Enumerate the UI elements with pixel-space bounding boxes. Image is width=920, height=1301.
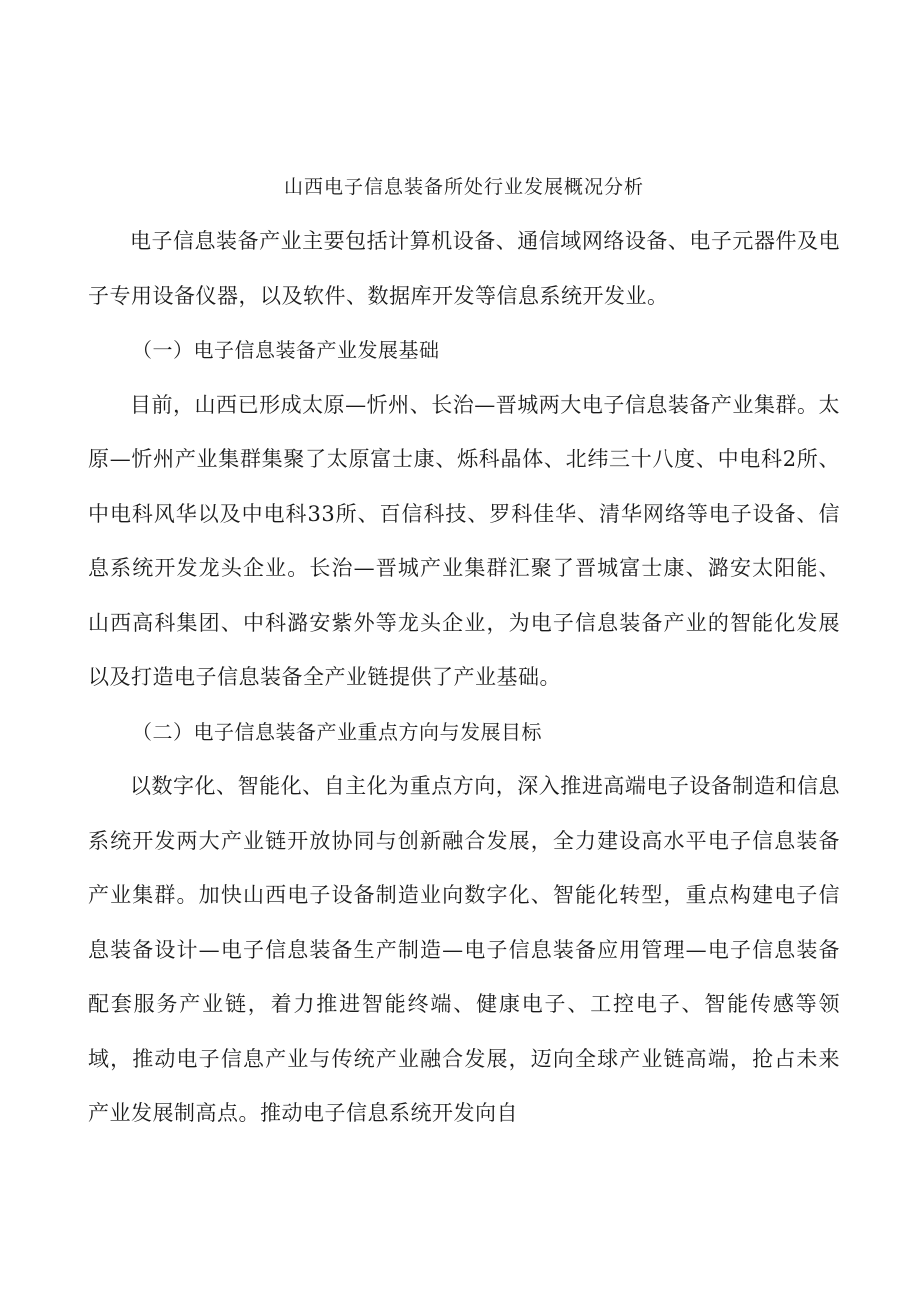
section-2-heading: （二）电子信息装备产业重点方向与发展目标: [132, 719, 542, 744]
section-2-paragraph: 以数字化、智能化、自主化为重点方向，深入推进高端电子设备制造和信息系统开发两大产业链开放协同与创新融合发展，全力建设高水平电子信息装备产业集群。加快山西电子设备制造业向数字化、智能化转型，重点构建电子信息装备设计—电子信息装备生产制造—电子信息装备应用管理—电子信息装备配套服务产业链，着力推进智能终端、健康电子、工控电子、智能传感等领域，推动电子信息产业与传统产业融合发展，迈向全球产业链高端，抢占未来产业发展制高点。推动电子信息系统开发向自: [88, 774, 840, 1125]
section-1-heading: （一）电子信息装备产业发展基础: [132, 338, 440, 362]
section-1-paragraph: 目前，山西已形成太原—忻州、长治—晋城两大电子信息装备产业集群。太原—忻州产业集群集聚了太原富士康、烁科晶体、北纬三十八度、中电科2所、中电科风华以及中电科33所、百信科技、罗科佳华、清华网络等电子设备、信息系统开发龙头企业。长治—晋城产业集群汇聚了晋城富士康、潞安太阳能、山西高科集团、中科潞安紫外等龙头企业，为电子信息装备产业的智能化发展以及打造电子信息装备全产业链提供了产业基础。: [88, 392, 840, 689]
document-page: [88, 160, 840, 1141]
document-title: 山西电子信息装备所处行业发展概况分析: [283, 176, 644, 198]
intro-paragraph: 电子信息装备产业主要包括计算机设备、通信域网络设备、电子元器件及电子专用设备仪器，以及软件、数据库开发等信息系统开发业。: [88, 229, 840, 308]
